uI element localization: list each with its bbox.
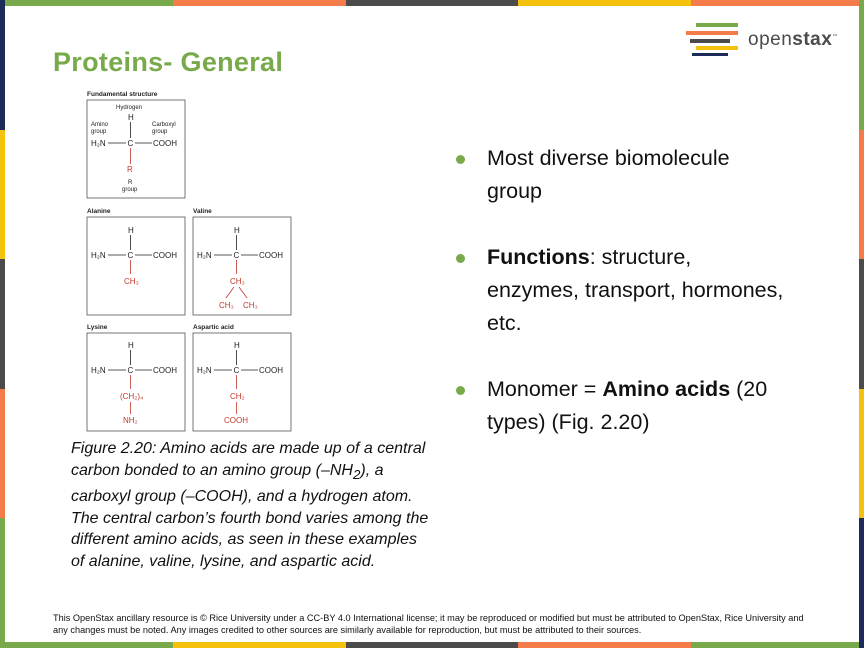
svg-text:H: H xyxy=(234,226,240,235)
svg-text:H: H xyxy=(128,341,134,350)
amino-group-label-1: Amino xyxy=(91,122,109,128)
fundamental-structure-label: Fundamental structure xyxy=(87,91,158,98)
slide-title: Proteins- General xyxy=(53,47,284,77)
svg-text:C: C xyxy=(127,251,134,260)
figure-caption: Figure 2.20: Amino acids are made up of a central carbon bonded to an amino group $(-NH_2)$, a carboxyl group (–COOH), and a hydrogen atom. The central carbon’s fourth bond varies among the different amino acids, as seen in these examples of alanine, valine, lysine, and aspartic acid. xyxy=(71,440,429,571)
svg-text:C: C xyxy=(233,366,240,375)
atom-h: H xyxy=(128,113,134,122)
valine-methyl-1: CH₃ xyxy=(219,301,234,310)
alanine-side-chain: CH₃ xyxy=(124,277,139,286)
svg-text:C: C xyxy=(233,251,240,260)
svg-text:C: C xyxy=(127,366,134,375)
r-group-label-2: group xyxy=(122,187,138,193)
lysine-label: Lysine xyxy=(87,324,108,331)
central-carbon: C xyxy=(127,139,134,148)
carboxyl-group-label-2: group xyxy=(152,129,168,135)
bullet-dot-icon xyxy=(456,254,465,263)
bullet-item: Functions: structure, enzymes, transport, hormones, etc. xyxy=(456,241,786,340)
carboxyl-group: COOH xyxy=(153,139,177,148)
r-group-label-1: R xyxy=(128,180,133,186)
top-color-bar xyxy=(0,0,864,6)
bottom-color-bar xyxy=(0,642,864,648)
svg-text:H₂N: H₂N xyxy=(91,251,106,260)
alanine-label: Alanine xyxy=(87,208,111,215)
svg-text:COOH: COOH xyxy=(153,366,177,375)
aspartic-side-chain: CH₂ xyxy=(230,392,245,401)
bullet-dot-icon xyxy=(456,155,465,164)
lysine-side-chain: (CH₂)₄ xyxy=(120,392,144,401)
valine-side-chain: CH₃ xyxy=(230,277,245,286)
svg-text:H₂N: H₂N xyxy=(91,366,106,375)
bullet-dot-icon xyxy=(456,386,465,395)
amino-acid-figure xyxy=(84,88,304,438)
alanine-box xyxy=(87,217,185,315)
svg-text:H₂N: H₂N xyxy=(197,251,212,260)
hydrogen-label: Hydrogen xyxy=(116,105,143,111)
fundamental-box xyxy=(87,100,185,198)
svg-text:COOH: COOH xyxy=(153,251,177,260)
amine-group: H₂N xyxy=(91,139,106,148)
aspartic-acid-label: Aspartic acid xyxy=(193,324,234,331)
svg-text:H₂N: H₂N xyxy=(197,366,212,375)
r-atom: R xyxy=(127,165,133,174)
svg-text:COOH: COOH xyxy=(259,366,283,375)
license-footer: This OpenStax ancillary resource is © Rice University under a CC-BY 4.0 International license; it may be reproduced or modified but must be attributed to OpenStax, Rice University and any changes must be noted. Any images credited to other sources are similarly available for reproduction, but must be attributed to their sources. xyxy=(53,613,804,635)
left-color-bar xyxy=(0,0,5,648)
valine-box xyxy=(193,217,291,315)
aspartic-carboxyl: COOH xyxy=(224,416,248,425)
bullet-list xyxy=(456,142,786,472)
bullet-item: Most diverse biomolecule group xyxy=(456,142,786,208)
bullet-item: Monomer = Amino acids (20 types) (Fig. 2.20) xyxy=(456,373,786,439)
svg-text:COOH: COOH xyxy=(259,251,283,260)
valine-methyl-2: CH₃ xyxy=(243,301,258,310)
lysine-amine: NH₂ xyxy=(123,416,138,425)
amino-group-label-2: group xyxy=(91,129,107,135)
carboxyl-group-label-1: Carboxyl xyxy=(152,122,176,128)
svg-text:H: H xyxy=(128,226,134,235)
svg-text:H: H xyxy=(234,341,240,350)
valine-label: Valine xyxy=(193,208,212,215)
right-color-bar xyxy=(859,0,864,648)
openstax-wordmark: openstax™ xyxy=(748,29,838,50)
